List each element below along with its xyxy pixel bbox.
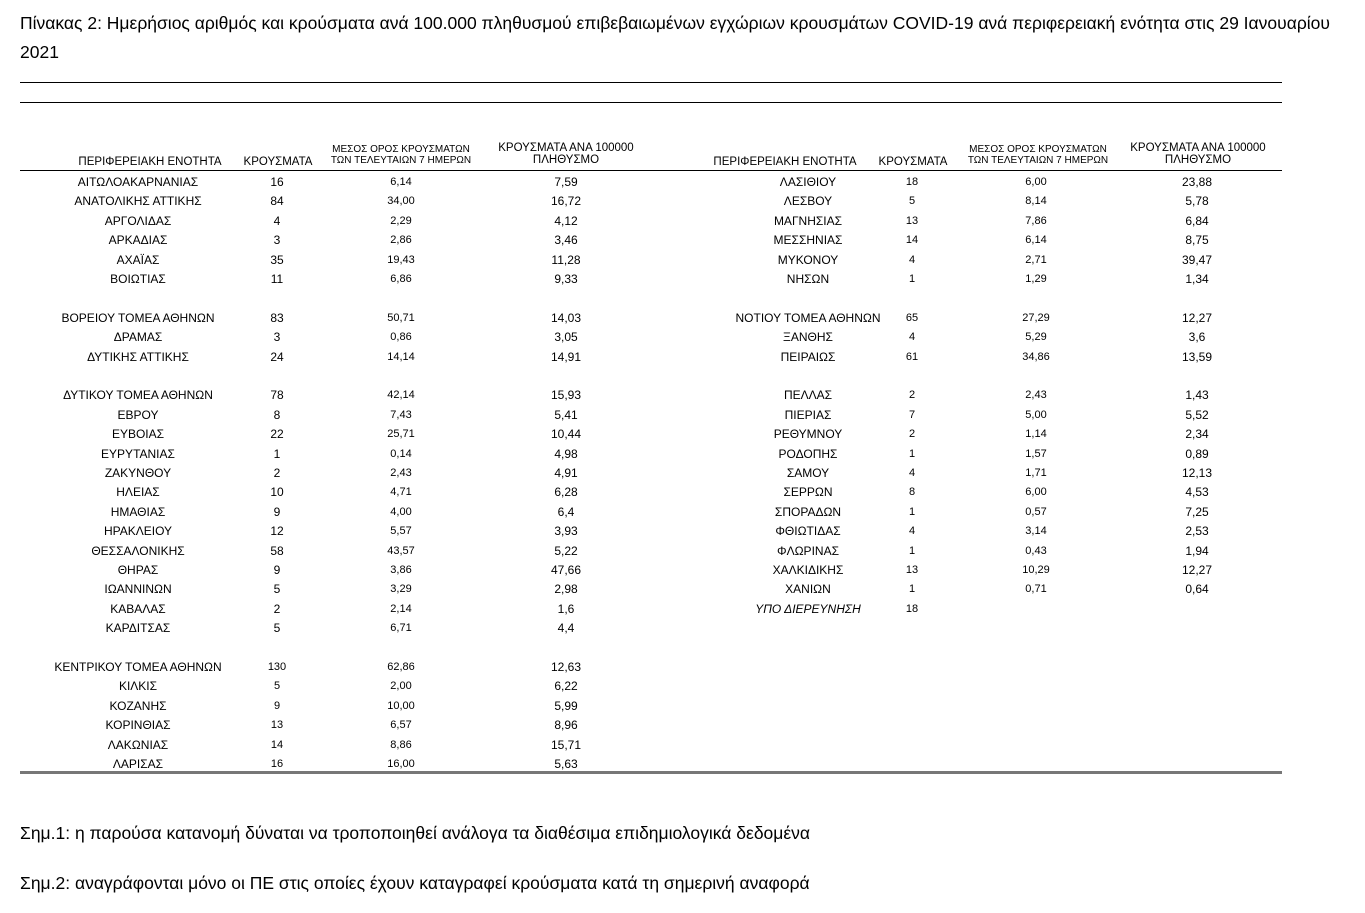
cell-left-region: ΗΜΑΘΙΑΣ	[110, 504, 166, 519]
cell-right-per100k: 5,78	[1185, 194, 1209, 209]
cell-left-per100k: 1,6	[557, 601, 575, 616]
cell-left-avg: 19,43	[387, 253, 415, 266]
cell-right-region: ΠΕΙΡΑΙΩΣ	[780, 349, 836, 364]
cell-left-region: ΑΡΓΟΛΙΔΑΣ	[104, 213, 172, 228]
cell-right-region: ΜΕΣΣΗΝΙΑΣ	[773, 233, 843, 248]
cell-left-cases: 9	[273, 504, 281, 519]
cases-table	[20, 140, 1282, 780]
cell-right-cases: 8	[908, 486, 916, 499]
cell-left-region: ΚΑΒΑΛΑΣ	[110, 601, 166, 616]
cell-right-cases: 4	[908, 331, 916, 344]
cell-right-cases: 7	[908, 408, 916, 421]
cell-right-avg: 1,14	[1025, 428, 1047, 441]
cell-right-cases: 2	[908, 428, 916, 441]
cell-right-region: ΦΘΙΩΤΙΔΑΣ	[775, 524, 841, 539]
cell-right-region: ΧΑΛΚΙΔΙΚΗΣ	[772, 563, 844, 577]
cell-left-avg: 0,14	[390, 447, 412, 460]
cell-left-region: ΗΡΑΚΛΕΙΟΥ	[103, 524, 173, 539]
cell-right-avg: 2,43	[1025, 389, 1047, 402]
cell-right-avg: 7,86	[1025, 214, 1047, 227]
cell-left-per100k: 15,93	[550, 388, 582, 403]
cell-left-cases: 4	[273, 213, 281, 228]
cell-left-cases: 14	[270, 738, 284, 751]
document-title: Πίνακας 2: Ημερήσιος αριθμός και κρούσματα ανά 100.000 πληθυσμού επιβεβαιωμένων εγχώριων κρουσμάτων COVID-19 ανά περιφερειακή ενότητα στις 29 Ιανουαρίου 2021	[20, 13, 1330, 62]
cell-right-avg: 6,14	[1025, 234, 1047, 247]
cell-right-per100k: 2,34	[1185, 427, 1209, 442]
cell-right-cases: 1	[908, 447, 916, 460]
cell-right-per100k: 4,53	[1185, 485, 1209, 500]
cell-left-avg: 6,86	[390, 273, 412, 285]
cell-right-per100k: 1,34	[1185, 272, 1209, 286]
cell-left-avg: 3,86	[390, 564, 412, 576]
header-rule	[20, 170, 1282, 171]
cell-left-region: ΚΟΡΙΝΘΙΑΣ	[105, 718, 171, 733]
cell-right-per100k: 2,53	[1185, 524, 1209, 539]
cell-right-avg: 2,71	[1025, 253, 1047, 266]
cell-right-avg: 5,00	[1025, 408, 1047, 421]
cell-right-per100k: 1,94	[1185, 543, 1209, 558]
cell-right-region: ΛΕΣΒΟΥ	[783, 194, 833, 209]
note-1: Σημ.1: η παρούσα κατανομή δύναται να τροποποιηθεί ανάλογα τα διαθέσιμα επιδημιολογικά δεδομένα	[20, 823, 811, 843]
cell-right-cases: 1	[908, 505, 916, 518]
cell-left-region: ΔΥΤΙΚΗΣ ΑΤΤΙΚΗΣ	[87, 349, 189, 364]
cell-left-per100k: 9,33	[554, 272, 578, 286]
cell-left-region: ΚΑΡΔΙΤΣΑΣ	[105, 621, 171, 636]
cell-left-per100k: 4,91	[554, 466, 578, 480]
cell-right-per100k: 12,27	[1181, 563, 1213, 577]
cell-right-avg: 5,29	[1025, 331, 1047, 344]
cell-right-cases: 18	[905, 602, 919, 615]
header-cases-left: ΚΡΟΥΣΜΑΤΑ	[243, 156, 313, 168]
cell-right-cases: 13	[905, 564, 919, 576]
cell-left-region: ΕΥΡΥΤΑΝΙΑΣ	[101, 446, 175, 461]
cell-left-avg: 7,43	[390, 408, 412, 421]
cell-left-avg: 6,14	[390, 176, 412, 188]
cell-left-cases: 16	[270, 175, 284, 189]
cell-left-per100k: 14,91	[550, 349, 582, 364]
cell-right-region: ΦΛΩΡΙΝΑΣ	[777, 543, 839, 558]
cell-left-region: ΑΧΑΪΑΣ	[116, 252, 160, 267]
cell-right-region: ΣΑΜΟΥ	[786, 466, 830, 480]
header-per100k-left: ΚΡΟΥΣΜΑΤΑ ΑΝΑ 100000 ΠΛΗΘΥΣΜΟ	[498, 142, 634, 166]
cell-left-cases: 78	[270, 388, 284, 403]
cell-left-per100k: 2,98	[554, 582, 578, 597]
cell-left-avg: 50,71	[387, 311, 415, 324]
cell-left-avg: 62,86	[387, 661, 415, 673]
cell-left-per100k: 3,05	[554, 330, 578, 345]
cell-right-avg: 27,29	[1022, 311, 1050, 324]
cell-right-avg: 0,57	[1025, 505, 1047, 518]
cell-right-cases: 14	[905, 234, 919, 247]
cell-left-region: ΘΕΣΣΑΛΟΝΙΚΗΣ	[91, 543, 185, 558]
cell-right-region: ΛΑΣΙΘΙΟΥ	[779, 175, 837, 189]
cell-left-per100k: 14,03	[550, 310, 582, 325]
cell-right-region: ΣΕΡΡΩΝ	[783, 485, 833, 500]
cell-left-region: ΙΩΑΝΝΙΝΩΝ	[104, 582, 172, 597]
cell-right-per100k: 8,75	[1185, 233, 1209, 248]
cell-left-avg: 2,14	[390, 602, 412, 615]
cell-right-per100k: 7,25	[1185, 504, 1209, 519]
cell-left-cases: 8	[273, 407, 281, 422]
cell-left-avg: 34,00	[387, 195, 415, 208]
cell-left-per100k: 8,96	[554, 718, 578, 733]
cell-left-region: ΒΟΡΕΙΟΥ ΤΟΜΕΑ ΑΘΗΝΩΝ	[61, 310, 215, 325]
cell-right-per100k: 6,84	[1185, 213, 1209, 228]
cell-left-cases: 3	[273, 330, 281, 345]
cell-left-avg: 2,00	[390, 680, 412, 693]
cell-right-region: ΝΗΣΩΝ	[786, 272, 830, 286]
cell-left-cases: 12	[270, 524, 284, 539]
cell-left-avg: 4,71	[390, 486, 412, 499]
header-avg-right: ΜΕΣΟΣ ΟΡΟΣ ΚΡΟΥΣΜΑΤΩΝ ΤΩΝ ΤΕΛΕΥΤΑΙΩΝ 7 ΗΜΕΡΩΝ	[967, 144, 1109, 166]
cell-left-region: ΚΟΖΑΝΗΣ	[109, 698, 167, 713]
cell-right-per100k: 1,43	[1185, 388, 1209, 403]
cell-right-avg: 0,43	[1025, 544, 1047, 557]
cell-left-region: ΘΗΡΑΣ	[117, 563, 159, 577]
cell-right-avg: 6,00	[1025, 486, 1047, 499]
cell-left-per100k: 7,59	[554, 175, 578, 189]
header-cases-right: ΚΡΟΥΣΜΑΤΑ	[878, 156, 948, 168]
cell-left-cases: 2	[273, 466, 281, 480]
cell-left-cases: 9	[273, 563, 281, 577]
cell-right-avg: 1,71	[1025, 467, 1047, 479]
cell-right-per100k: 13,59	[1181, 349, 1213, 364]
cell-right-region: ΞΑΝΘΗΣ	[783, 330, 833, 345]
cell-left-cases: 10	[270, 485, 284, 500]
cell-right-per100k: 0,64	[1185, 582, 1209, 597]
cell-right-region: ΧΑΝΙΩΝ	[785, 582, 831, 597]
cell-right-region: ΡΕΘΥΜΝΟΥ	[773, 427, 843, 442]
cell-left-per100k: 4,4	[557, 621, 575, 636]
cell-left-region: ΖΑΚΥΝΘΟΥ	[104, 466, 172, 480]
cell-left-region: ΑΡΚΑΔΙΑΣ	[108, 233, 168, 248]
cell-left-region: ΚΕΝΤΡΙΚΟΥ ΤΟΜΕΑ ΑΘΗΝΩΝ	[54, 660, 222, 674]
cell-left-region: ΚΙΛΚΙΣ	[118, 679, 158, 694]
cell-left-cases: 2	[273, 601, 281, 616]
cell-right-per100k: 12,27	[1181, 310, 1213, 325]
cell-left-avg: 43,57	[387, 544, 415, 557]
cell-left-avg: 6,71	[390, 622, 412, 635]
cell-right-cases: 13	[905, 214, 919, 227]
header-region-left: ΠΕΡΙΦΕΡΕΙΑΚΗ ΕΝΟΤΗΤΑ	[78, 156, 222, 168]
cell-right-region: ΡΟΔΟΠΗΣ	[778, 446, 838, 461]
cell-left-region: ΗΛΕΙΑΣ	[116, 485, 160, 500]
cell-left-per100k: 12,63	[550, 660, 582, 674]
cell-right-region: ΠΕΛΛΑΣ	[783, 388, 833, 403]
cell-right-per100k: 0,89	[1185, 446, 1209, 461]
cell-right-cases: 4	[908, 525, 916, 538]
cell-right-per100k: 3,6	[1188, 330, 1206, 345]
cell-left-cases: 5	[273, 621, 281, 636]
cell-left-per100k: 6,22	[554, 679, 578, 694]
cell-left-avg: 42,14	[387, 389, 415, 402]
cell-right-cases: 1	[908, 273, 916, 285]
cell-left-cases: 3	[273, 233, 281, 248]
cell-left-region: ΕΒΡΟΥ	[117, 407, 159, 422]
header-per100k-right: ΚΡΟΥΣΜΑΤΑ ΑΝΑ 100000 ΠΛΗΘΥΣΜΟ	[1130, 142, 1266, 166]
cell-right-cases: 1	[908, 544, 916, 557]
cell-left-cases: 1	[273, 446, 281, 461]
cell-left-per100k: 5,41	[554, 407, 578, 422]
cell-left-per100k: 15,71	[550, 737, 582, 752]
cell-right-cases: 1	[908, 583, 916, 596]
cell-left-per100k: 3,46	[554, 233, 578, 248]
cell-right-cases: 5	[908, 195, 916, 208]
cell-left-avg: 16,00	[387, 758, 415, 770]
cell-left-per100k: 5,22	[554, 543, 578, 558]
cell-right-cases: 18	[905, 176, 919, 188]
cell-left-cases: 35	[270, 252, 284, 267]
cell-left-per100k: 6,28	[554, 485, 578, 500]
cell-left-region: ΑΙΤΩΛΟΑΚΑΡΝΑΝΙΑΣ	[77, 175, 199, 189]
cell-right-region: ΜΥΚΟΝΟΥ	[777, 252, 839, 267]
cell-left-avg: 8,86	[390, 738, 412, 751]
cell-left-cases: 83	[270, 310, 284, 325]
cell-right-avg: 1,57	[1025, 447, 1047, 460]
cell-left-avg: 5,57	[390, 525, 412, 538]
cell-left-cases: 24	[270, 349, 284, 364]
cell-right-region: ΠΙΕΡΙΑΣ	[784, 407, 832, 422]
cell-right-avg: 6,00	[1025, 176, 1047, 188]
cell-right-per100k: 23,88	[1181, 175, 1213, 189]
cell-left-per100k: 5,99	[554, 698, 578, 713]
cell-left-per100k: 11,28	[551, 252, 581, 267]
cell-left-cases: 13	[270, 719, 284, 732]
title-rule-top	[20, 82, 1282, 83]
cell-right-avg: 3,14	[1025, 525, 1047, 538]
cell-right-avg: 1,29	[1025, 273, 1047, 285]
cell-left-avg: 10,00	[387, 699, 415, 712]
cell-left-cases: 22	[270, 427, 284, 442]
cell-left-avg: 25,71	[387, 428, 415, 441]
cell-left-region: ΔΥΤΙΚΟΥ ΤΟΜΕΑ ΑΘΗΝΩΝ	[63, 388, 213, 403]
cell-left-region: ΕΥΒΟΙΑΣ	[111, 427, 165, 442]
cell-left-region: ΛΑΡΙΣΑΣ	[112, 757, 164, 771]
cell-left-cases: 16	[270, 758, 284, 770]
cell-right-avg: 34,86	[1022, 350, 1050, 363]
cell-left-avg: 4,00	[390, 505, 412, 518]
cell-right-cases: 2	[908, 389, 916, 402]
cell-left-cases: 58	[270, 543, 284, 558]
table-bottom-rule	[20, 771, 1282, 774]
cell-right-cases: 65	[905, 311, 919, 324]
cell-right-region: ΜΑΓΝΗΣΙΑΣ	[773, 213, 843, 228]
cell-right-avg: 0,71	[1025, 583, 1047, 596]
cell-right-per100k: 12,13	[1181, 466, 1213, 480]
cell-left-avg: 0,86	[390, 331, 412, 344]
cell-left-per100k: 4,12	[554, 213, 578, 228]
cell-left-avg: 3,29	[390, 583, 412, 596]
cell-left-per100k: 47,66	[550, 563, 582, 577]
cell-left-per100k: 4,98	[554, 446, 578, 461]
cell-left-cases: 9	[273, 699, 281, 712]
cell-left-per100k: 10,44	[550, 427, 582, 442]
cell-right-region: ΣΠΟΡΑΔΩΝ	[774, 504, 842, 519]
cell-left-avg: 2,43	[390, 467, 412, 479]
title-rule-bottom	[20, 102, 1282, 103]
cell-left-per100k: 5,63	[554, 757, 578, 771]
cell-left-region: ΒΟΙΩΤΙΑΣ	[110, 272, 166, 286]
cell-right-avg: 8,14	[1025, 195, 1047, 208]
cell-left-avg: 14,14	[387, 350, 415, 363]
cell-right-cases: 4	[908, 467, 916, 479]
cell-left-cases: 130	[267, 661, 287, 673]
cell-left-avg: 2,86	[390, 234, 412, 247]
header-region-right: ΠΕΡΙΦΕΡΕΙΑΚΗ ΕΝΟΤΗΤΑ	[713, 156, 857, 168]
cell-right-cases: 4	[908, 253, 916, 266]
cell-left-region: ΔΡΑΜΑΣ	[113, 330, 163, 345]
cell-left-per100k: 6,4	[557, 504, 575, 519]
cell-left-per100k: 3,93	[554, 524, 578, 539]
cell-right-cases: 61	[905, 350, 919, 363]
cell-right-avg: 10,29	[1022, 564, 1050, 576]
cell-left-per100k: 16,72	[550, 194, 582, 209]
cell-left-region: ΑΝΑΤΟΛΙΚΗΣ ΑΤΤΙΚΗΣ	[74, 194, 202, 209]
cell-right-region: ΝΟΤΙΟΥ ΤΟΜΕΑ ΑΘΗΝΩΝ	[735, 310, 881, 325]
cell-right-per100k: 39,47	[1181, 252, 1213, 267]
note-2: Σημ.2: αναγράφονται μόνο οι ΠΕ στις οποίες έχουν καταγραφεί κρούσματα κατά τη σημερινή αναφορά	[20, 873, 810, 893]
cell-left-avg: 6,57	[390, 719, 412, 732]
cell-right-per100k: 5,52	[1185, 407, 1209, 422]
cell-left-cases: 5	[273, 582, 281, 597]
cell-left-region: ΛΑΚΩΝΙΑΣ	[107, 737, 169, 752]
cell-right-region: ΥΠΟ ΔΙΕΡΕΥΝΗΣΗ	[755, 601, 861, 616]
cell-left-cases: 84	[270, 194, 284, 209]
cell-left-cases: 5	[273, 680, 281, 693]
cell-left-avg: 2,29	[390, 214, 412, 227]
header-avg-left: ΜΕΣΟΣ ΟΡΟΣ ΚΡΟΥΣΜΑΤΩΝ ΤΩΝ ΤΕΛΕΥΤΑΙΩΝ 7 ΗΜΕΡΩΝ	[330, 144, 472, 166]
cell-left-cases: 11	[270, 272, 284, 286]
